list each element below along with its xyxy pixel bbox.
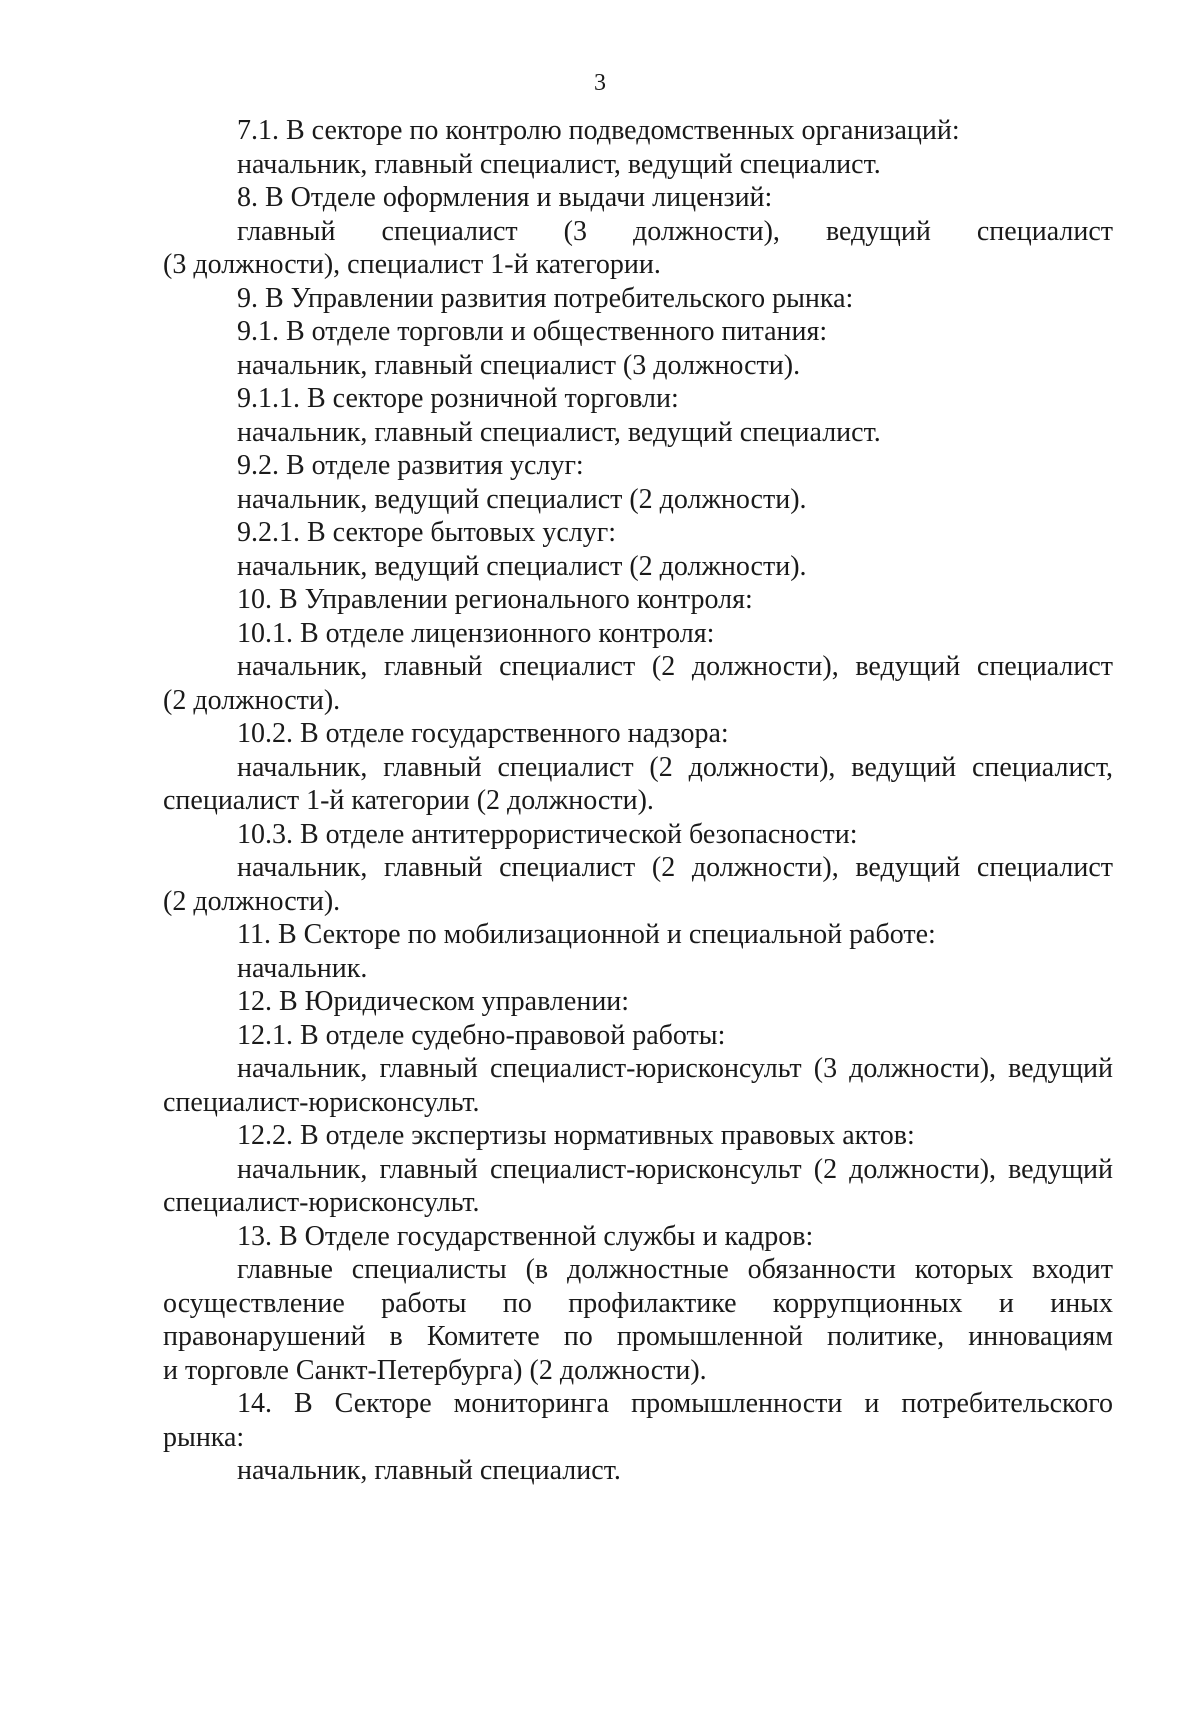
text-line: (3 должности), специалист 1-й категории. (163, 249, 661, 280)
text-line: 11. В Секторе по мобилизационной и специальной работе: (237, 919, 936, 950)
text-line: начальник, главный специалист (2 должности), ведущий специалист, (237, 751, 1113, 783)
text-line: 13. В Отделе государственной службы и кадров: (237, 1220, 814, 1252)
text-line: начальник, главный специалист (3 должности). (237, 349, 801, 381)
text-line: начальник, главный специалист, ведущий специалист. (237, 148, 881, 180)
text-line: 12. В Юридическом управлении: (237, 986, 630, 1017)
text-line: начальник, главный специалист-юрисконсульт (3 должности), ведущий (237, 1053, 1113, 1084)
text-line: специалист-юрисконсульт. (163, 1187, 480, 1218)
text-line: начальник, главный специалист, ведущий специалист. (237, 416, 881, 448)
text-line: и торговле Санкт-Петербурга) (2 должности). (163, 1354, 707, 1386)
text-line: начальник, ведущий специалист (2 должности). (237, 483, 807, 515)
text-line: рынка: (163, 1421, 245, 1453)
text-line: начальник, главный специалист. (237, 1455, 621, 1486)
text-line: 8. В Отделе оформления и выдачи лицензий: (237, 182, 773, 213)
document-body (163, 114, 1113, 1488)
text-line: начальник, главный специалист (2 должности), ведущий специалист (237, 852, 1113, 883)
text-line: 10.2. В отделе государственного надзора: (237, 718, 729, 749)
text-line: 9. В Управлении развития потребительского рынка: (237, 282, 854, 314)
text-line: 10.1. В отделе лицензионного контроля: (237, 617, 715, 649)
text-line: 10. В Управлении регионального контроля: (237, 584, 753, 615)
text-line: 9.1. В отделе торговли и общественного питания: (237, 316, 828, 347)
text-line: 10.3. В отделе антитеррористической безопасности: (237, 818, 858, 850)
text-line: главный специалист (3 должности), ведущий специалист (237, 215, 1113, 247)
text-line: 12.2. В отделе экспертизы нормативных правовых актов: (237, 1120, 915, 1151)
text-line: начальник, главный специалист-юрисконсульт (2 должности), ведущий (237, 1153, 1113, 1185)
text-line: 7.1. В секторе по контролю подведомственных организаций: (237, 115, 960, 146)
text-line: главные специалисты (в должностные обязанности которых входит (237, 1254, 1113, 1285)
page-number: 3 (594, 70, 606, 96)
text-line: (2 должности). (163, 684, 341, 716)
text-line: 9.2. В отделе развития услуг: (237, 450, 584, 481)
text-line: начальник. (237, 952, 368, 984)
text-line: 12.1. В отделе судебно-правовой работы: (237, 1019, 726, 1051)
text-line: (2 должности). (163, 885, 341, 917)
text-line: 14. В Секторе мониторинга промышленности и потребительского (237, 1388, 1113, 1419)
text-line: 9.1.1. В секторе розничной торговли: (237, 383, 679, 414)
text-line: специалист-юрисконсульт. (163, 1086, 480, 1118)
text-line: правонарушений в Комитете по промышленной политике, инновациям (163, 1321, 1113, 1352)
text-line: осуществление работы по профилактике коррупционных и иных (163, 1287, 1113, 1319)
text-line: специалист 1-й категории (2 должности). (163, 785, 654, 816)
text-line: начальник, ведущий специалист (2 должности). (237, 550, 807, 582)
text-line: начальник, главный специалист (2 должности), ведущий специалист (237, 651, 1113, 682)
text-line: 9.2.1. В секторе бытовых услуг: (237, 517, 617, 548)
